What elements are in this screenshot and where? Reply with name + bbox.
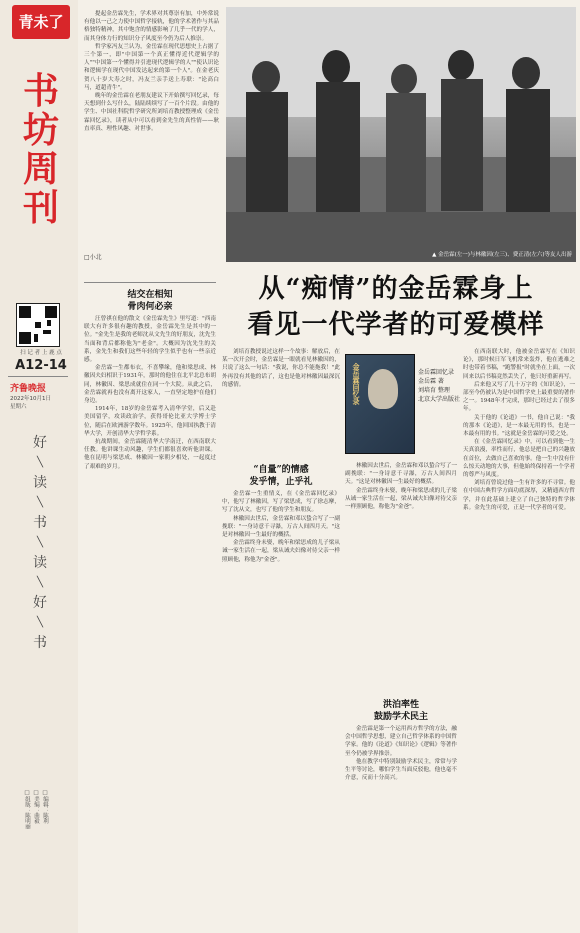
paper-name: 齐鲁晚报 [10, 384, 47, 394]
section-heading: 结交在相知 [127, 290, 173, 300]
qr-caption: 扫 记 者 上 鹿 点 [20, 350, 62, 356]
paragraph: 金岳霖一生都布衣，不喜攀缘，他和梁思成、林徽因夫妇相识于1931年，那时的他住在北平北总布胡同，林徽因、梁思成就住在同一个大院。从此之后，金岳霖就再也没有离开这家人，一直坚定地护在他们身边。 [84, 365, 216, 405]
paragraph: 后来他又写了几十万字的《知识论》，一部至今仍被认为是中国哲学史上最重要的著作之一。1948年才完成，那时已经过去了很多年。 [463, 381, 575, 413]
book-author: 金岳霖 著 [418, 378, 444, 385]
paragraph: 他在教学中特别鼓励学术民主，常常与学生平等讨论，哪怕学生当面反驳他，他也毫不介意，反而十分高兴。 [345, 758, 457, 782]
paragraph: 林徽因去世后，金岳霖和邓以蛰合写了一副挽联："一身诗意千寻瀑，万古人间四月天。"这是对林徽因一生最好的概括。 [345, 463, 457, 486]
section-heading: 骨肉何必亲 [127, 302, 173, 312]
paragraph: 在西南联大时，他被金岳霖写在《知识论》，那时候日军飞机常来轰炸，他在逃难之时也带着书稿，"跑警报"时就坐在上面，一次回来以后书稿竟然丢失了，他只好重新再写。 [463, 349, 575, 380]
book-publisher: 北京大学出版社 [418, 396, 461, 403]
paragraph: 晚年的金岳霖在老朋友建议下开始撰写回忆录，每天想到什么写什么，陆陆续续写了一百个片段。由他的学生、中国社科院哲学研究所刘培育教授整理成《金岳霖回忆录》，读者从中可以看到金先生的真性情——耿直率真、理性风趣、对世事。 [84, 93, 219, 132]
paragraph: 1914年，18岁的金岳霖考入清华学堂，后又赴美国留学，攻读政治学，获得哥伦比亚大学博士学位，随后在欧洲游学数年。1925年，他回国执教于清华大学，开创清华大学哲学系。 [84, 406, 216, 437]
masthead-char: 坊 [22, 110, 59, 151]
book-editor: 刘培育 整理 [418, 387, 450, 394]
headline-line1: 从“痴情”的金岳霖身上 [258, 274, 534, 304]
sidebar [0, 0, 78, 933]
paragraph: 哲学家冯友兰认为，金岳霖在现代思想史上占据了三个第一，即"中国第一个真正懂得近代逻辑学的人""中国第一个懂得并引进现代逻辑学的人""使认识论和逻辑学在现代中国发达起来的第一个人"。在金老庆贺八十岁大寿之时，冯友兰亲手送上寿联："论高白马，道超青牛"。 [84, 43, 219, 91]
slogan-char: 书 [33, 635, 47, 651]
paragraph: 金岳霖终身未娶，晚年和梁思成的儿子梁从诫一家生活在一起，梁从诫夫妇像对待父亲一样照顾他，称他为"金爸"。 [222, 540, 340, 563]
masthead-char: 刊 [22, 188, 59, 229]
divider [8, 376, 68, 377]
editor-credit: □编辑：陈利 [42, 790, 48, 824]
slogan-char: 好 [33, 595, 47, 611]
paragraph: 金岳霖终身未娶，晚年和梁思成的儿子梁从诫一家生活在一起，梁从诫夫妇像对待父亲一样照顾他，称他为"金爸"。 [345, 487, 457, 511]
issue-date: 2022年10月1日 [10, 396, 51, 402]
paragraph: 刘培育教授说过这样一个故事：解放后，在某一次开会时，金岳霖是一眼就看见林徽因的，只说了这么一句话："我说，你总不能拖我！"此外再没有其他的话了，这也是他对林徽因最深沉的感情。 [222, 349, 340, 388]
right-column-text [463, 348, 575, 930]
middle-column-2-text [345, 462, 457, 692]
group-photo [226, 7, 576, 262]
book-cover [345, 354, 415, 454]
top-article [84, 10, 219, 245]
masthead-char: 周 [22, 149, 59, 190]
divider [84, 282, 216, 283]
paragraph: 林徽因去世后，金岳霖和邓以蛰合写了一副挽联："一身诗意千寻瀑，万古人间四月天。"这是对林徽因一生最好的概括。 [222, 515, 340, 539]
section-heading: 洪泊率性 [382, 700, 419, 710]
newspaper-logo: 青未了 [12, 5, 70, 39]
vertical-slogan: 好 ╲ 读 ╲ 书 ╲ 读 ╲ 好 ╲ 书 [30, 430, 50, 656]
slogan-char: 读 [33, 555, 47, 571]
paragraph: 汪曾祺在他的散文《金岳霖先生》里写道："西南联大有许多很有趣的教授，金岳霖先生是其中的一位。"金先生是我的老师沈从文先生的好朋友，沈先生当面和背后都称他为"老金"。大概因为沈先生的关系，金先生和我们这些年轻的学生似乎也有一些亲近感。 [84, 316, 216, 364]
designer-credit: □美编：曲毅 [33, 790, 39, 824]
section-heading: “自量”的情感 [253, 465, 309, 475]
paragraph: 在《金岳霖回忆录》中，可以看到他一生天真浪漫，率性而行，他总是把自己的兴趣放在首位，去做自己喜欢的事。他一生中没有什么惊天动地的大事，但他始终保持着一个学者的尊严与风度。 [463, 439, 575, 479]
paragraph: 金岳霖是第一个运用西方哲学的方法，融会中国哲学思想，建立自己哲学体系的中国哲学家。他的《论道》《知识论》《逻辑》等著作至今仍被学界推崇。 [345, 726, 457, 757]
book-title: 金岳霖回忆录 [418, 369, 455, 376]
middle-column-top-text [222, 348, 340, 458]
middle-column-2-bottom-text [345, 725, 457, 930]
proof-credit: □组版：陈明丽 [24, 790, 30, 829]
paragraph: 金岳霖一生重情义，在《金岳霖回忆录》中，他写了林徽因，写了梁思成，写了徐志摩，写了沈从文，也写了他的学生和朋友。 [222, 491, 340, 514]
issue-weekday: 星期六 [10, 404, 27, 410]
masthead-char: 书 [22, 71, 59, 112]
portrait-icon [368, 369, 398, 409]
paragraph: 刘培育曾说过他一生有许多的不寻常。他在中国古典哲学方面功底深厚，又精通西方哲学，并在此基础上建立了自己独特的哲学体系。金先生的可爱，正是一代学者的可爱。 [463, 480, 575, 511]
headline-line2: 看见一代学者的可爱模样 [247, 310, 545, 340]
paragraph: 提起金岳霖先生，学术界对其尊崇有加，中外常说有他以一己之力使中国哲学接轨，他的学术著作与其品格独特精神，其中饱含的情感影响了几乎一代的学人，而其身体力行的知识分子风度至今仍为后人推崇。 [84, 11, 219, 42]
left-column-text [84, 315, 216, 925]
page-range: A12-14 [15, 358, 67, 373]
top-article-author: □小北 [84, 254, 102, 261]
qr-code[interactable] [16, 303, 60, 347]
paragraph: 关于他的《论道》一书，他自己说："我的那本《论道》，是一本最无用的书，也是一本最有用的书。"这就是金岳霖的可爱之处。 [463, 414, 575, 438]
masthead-title [8, 72, 74, 228]
group-photo-image [226, 7, 576, 262]
slogan-char: 读 [33, 475, 47, 491]
middle-column-text [222, 490, 340, 930]
paragraph: 抗战期间，金岳霖随清华大学南迁，在西南联大任教。他讲课生动风趣，学生们都很喜欢听他讲课。他在昆明与梁思成、林徽因一家朝夕相处，一起度过了艰难的岁月。 [84, 439, 216, 470]
photo-caption: ▲ 金岳霖(左一)与林徽因(左三)、费正清(左六)等友人出游 [432, 252, 572, 258]
slogan-char: 书 [33, 515, 47, 531]
section-heading: 发乎情，止乎礼 [249, 477, 313, 487]
slogan-char: 好 [33, 435, 47, 451]
section-heading: 鼓励学术民主 [373, 712, 428, 722]
book-cover-title: 金岳霖回忆录 [352, 363, 361, 405]
